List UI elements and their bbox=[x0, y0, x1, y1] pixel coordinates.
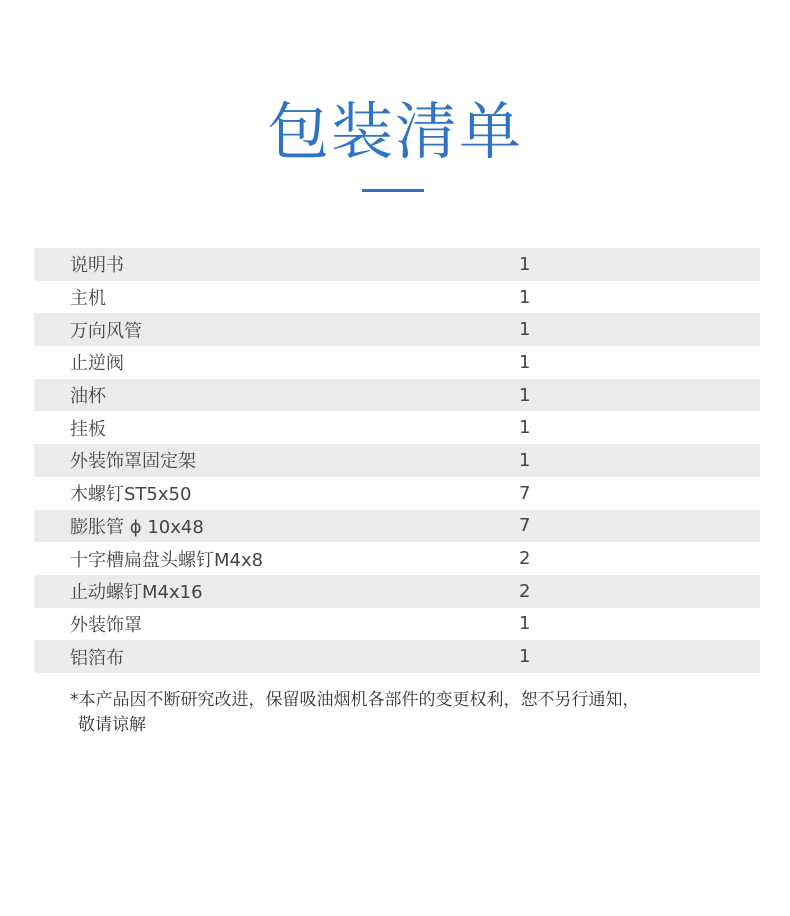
item-name: 十字槽扁盘头螺钉M4x8 bbox=[70, 549, 264, 571]
table-row bbox=[34, 510, 760, 543]
table-row bbox=[34, 608, 760, 641]
item-quantity: 1 bbox=[519, 449, 531, 471]
title-underline bbox=[362, 189, 424, 192]
item-quantity: 7 bbox=[519, 515, 531, 537]
table-row bbox=[34, 542, 760, 575]
disclaimer-line-2: 敬请谅解 bbox=[78, 715, 146, 735]
item-name: 主机 bbox=[70, 288, 106, 310]
item-quantity: 1 bbox=[519, 253, 531, 275]
table-row bbox=[34, 379, 760, 412]
item-name: 万向风管 bbox=[70, 320, 142, 342]
item-name: 止动螺钉M4x16 bbox=[70, 582, 203, 604]
item-quantity: 1 bbox=[519, 319, 531, 341]
item-name: 木螺钉ST5x50 bbox=[70, 484, 192, 506]
disclaimer-note bbox=[70, 688, 730, 738]
item-name: 油杯 bbox=[70, 386, 106, 408]
item-quantity: 1 bbox=[519, 351, 531, 373]
item-quantity: 1 bbox=[519, 384, 531, 406]
table-row bbox=[34, 313, 760, 346]
item-quantity: 7 bbox=[519, 482, 531, 504]
item-name: 说明书 bbox=[70, 255, 124, 277]
table-row bbox=[34, 477, 760, 510]
item-name: 止逆阀 bbox=[70, 353, 124, 375]
disclaimer-line-1: *本产品因不断研究改进，保留吸油烟机各部件的变更权利，恕不另行通知， bbox=[70, 690, 640, 710]
packing-list-table bbox=[34, 248, 760, 673]
table-row bbox=[34, 281, 760, 314]
item-quantity: 2 bbox=[519, 548, 531, 570]
item-quantity: 2 bbox=[519, 580, 531, 602]
item-name: 外装饰罩固定架 bbox=[70, 451, 196, 473]
table-row bbox=[34, 640, 760, 673]
table-row bbox=[34, 575, 760, 608]
table-row bbox=[34, 411, 760, 444]
item-name: 膨胀管 ϕ 10x48 bbox=[70, 516, 204, 538]
page-title: 包装清单 bbox=[266, 95, 523, 168]
item-quantity: 1 bbox=[519, 613, 531, 635]
item-name: 铝箔布 bbox=[70, 647, 124, 669]
item-quantity: 1 bbox=[519, 417, 531, 439]
item-name: 挂板 bbox=[70, 418, 106, 440]
item-quantity: 1 bbox=[519, 286, 531, 308]
item-quantity: 1 bbox=[519, 646, 531, 668]
table-row bbox=[34, 248, 760, 281]
table-row bbox=[34, 346, 760, 379]
item-name: 外装饰罩 bbox=[70, 614, 142, 636]
table-row bbox=[34, 444, 760, 477]
